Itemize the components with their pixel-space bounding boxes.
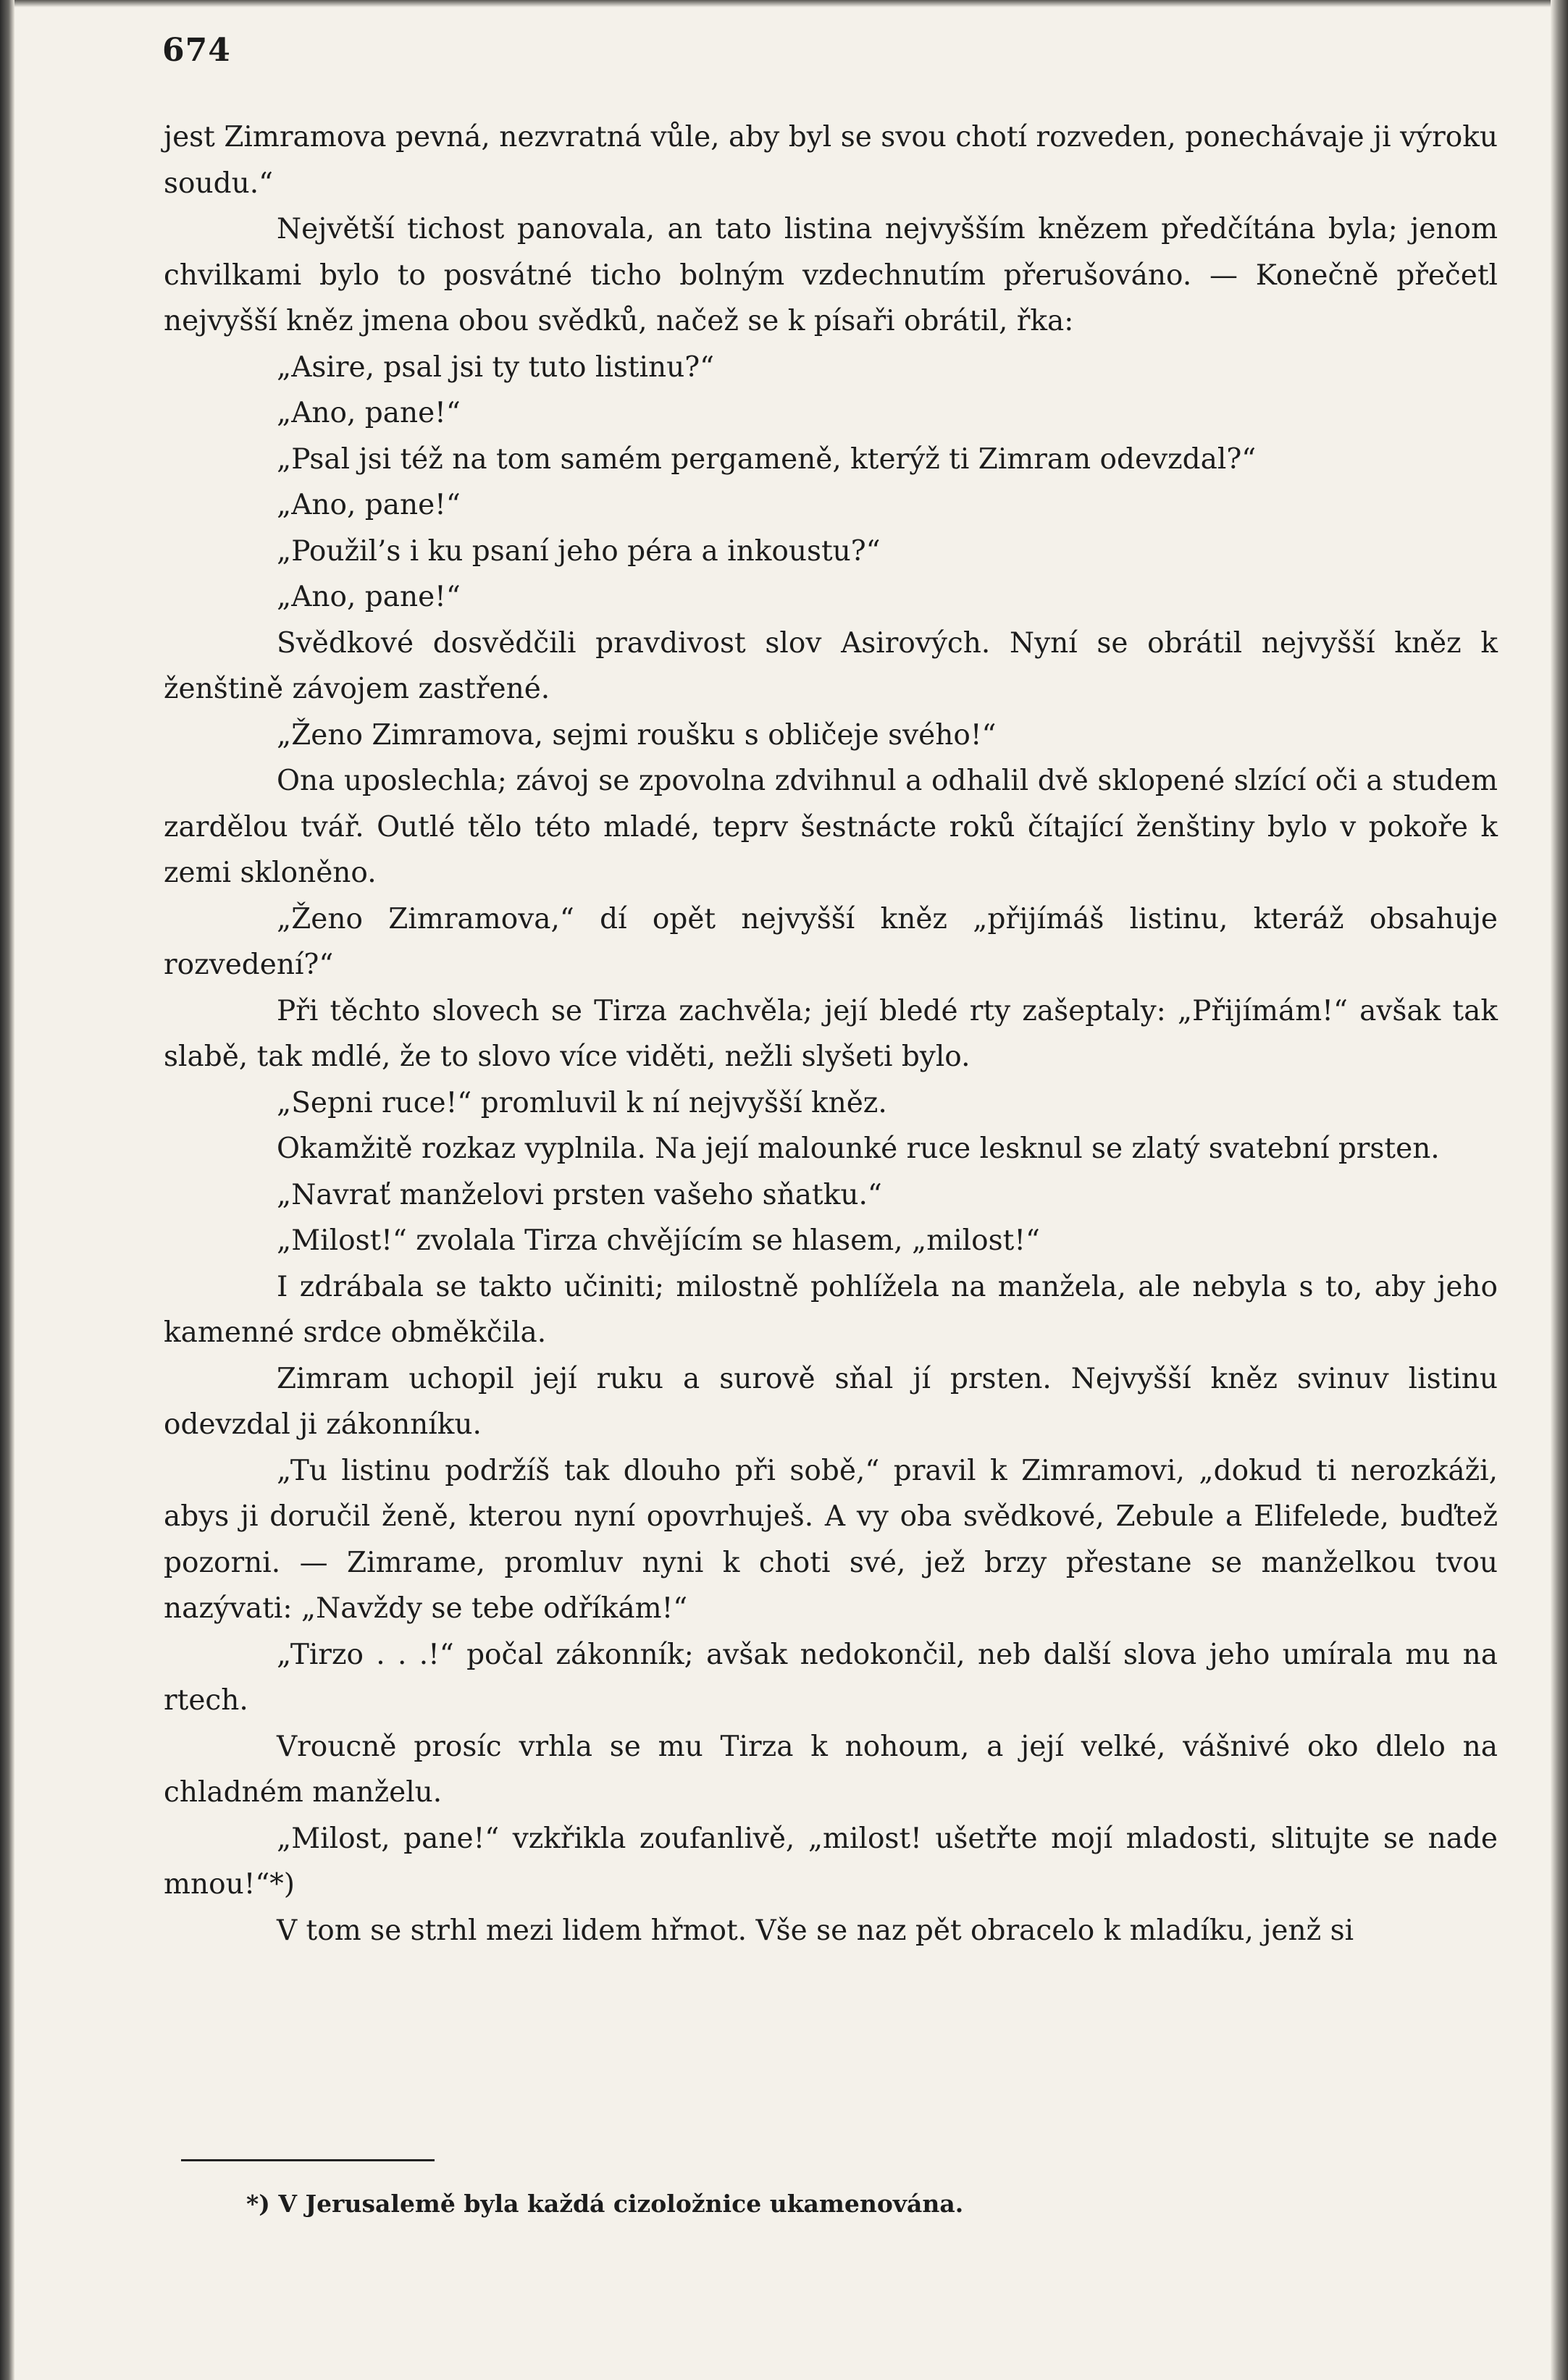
paragraph: „Psal jsi též na tom samém pergameně, kterýž ti Zimram odevzdal?“ [277, 442, 1257, 476]
paragraph: I zdrábala se takto učiniti; milostně pohlížela na manžela, ale nebyla s to, aby jeho kamenné srdce obměkčila. [164, 1270, 1498, 1349]
paragraph: „Tu listinu podržíš tak dlouho při sobě,“ pravil k Zimramovi, „dokud ti nerozkáži, abys ji doručil ženě, kterou nyní opovrhuješ. A vy oba svědkové, Zebule a Elifelede, buďtež pozorni. — Zimrame, promluv nyni k choti své, jež brzy přestane se manželkou tvou nazývati: „Navždy se tebe odříkám!“ [164, 1454, 1498, 1625]
paragraph: „Ženo Zimramova, sejmi roušku s obličeje svého!“ [277, 718, 997, 752]
paragraph: V tom se strhl mezi lidem hřmot. Vše se naz pět obracelo k mladíku, jenž si [277, 1914, 1354, 1947]
paragraph: Největší tichost panovala, an tato listina nejvyšším knězem předčítána byla; jenom chvilkami bylo to posvátné ticho bolným vzdechnutím přerušováno. — Konečně přečetl nejvyšší kněz jmena obou svědků, načež se k písaři obrátil, řka: [164, 213, 1498, 337]
paragraph: „Ano, pane!“ [277, 581, 461, 613]
paragraph: „Ano, pane!“ [277, 489, 461, 521]
paragraph: „Asire, psal jsi ty tuto listinu?“ [277, 350, 715, 384]
paragraph: „Navrať manželovi prsten vašeho sňatku.“ [277, 1178, 882, 1211]
paragraph: „Milost!“ zvolala Tirza chvějícím se hlasem, „milost!“ [277, 1224, 1040, 1257]
paragraph: „Ženo Zimramova,“ dí opět nejvyšší kněz „přijímáš listinu, kteráž obsahuje rozvedení?“ [164, 902, 1498, 981]
footnote: *) V Jerusalemě byla každá cizoložnice ukamenována. [246, 2190, 964, 2218]
paragraph: Zimram uchopil její ruku a surově sňal jí prsten. Nejvyšší kněz svinuv listinu odevzdal ji zákonníku. [164, 1362, 1498, 1441]
paragraph: „Sepni ruce!“ promluvil k ní nejvyšší kněz. [277, 1086, 887, 1119]
paragraph: „Použil’s i ku psaní jeho péra a inkoustu?“ [277, 534, 881, 568]
paragraph: Vroucně prosíc vrhla se mu Tirza k nohoum, a její velké, vášnivé oko dlelo na chladném manželu. [164, 1730, 1498, 1809]
paragraph: „Ano, pane!“ [277, 397, 461, 429]
paragraph: Svědkové dosvědčili pravdivost slov Asirových. Nyní se obrátil nejvyšší kněz k ženštině závojem zastřené. [164, 626, 1498, 705]
paragraph: „Milost, pane!“ vzkřikla zoufanlivě, „milost! ušetřte mojí mladosti, slitujte se nade mnou!“*) [164, 1822, 1498, 1901]
paragraph: Okamžitě rozkaz vyplnila. Na její malounké ruce lesknul se zlatý svatební prsten. [277, 1132, 1440, 1165]
paragraph: Ona uposlechla; závoj se zpovolna zdvihnul a odhalil dvě sklopené slzící oči a studem zardělou tvář. Outlé tělo této mladé, teprv šestnácte roků čítající ženštiny bylo v pokoře k zemi skloněno. [164, 765, 1498, 889]
body-text [164, 114, 1498, 1954]
page-number: 674 [162, 32, 231, 69]
paragraph: jest Zimramova pevná, nezvratná vůle, aby byl se svou chotí rozveden, ponechávaje ji výroku soudu.“ [164, 121, 1498, 200]
footnote-rule [181, 2159, 435, 2161]
paragraph: Při těchto slovech se Tirza zachvěla; její bledé rty zašeptaly: „Přijímám!“ avšak tak slabě, tak mdlé, že to slovo více viděti, nežli slyšeti bylo. [164, 994, 1498, 1073]
paragraph: „Tirzo . . .!“ počal zákonník; avšak nedokončil, neb další slova jeho umírala mu na rtech. [164, 1638, 1498, 1717]
